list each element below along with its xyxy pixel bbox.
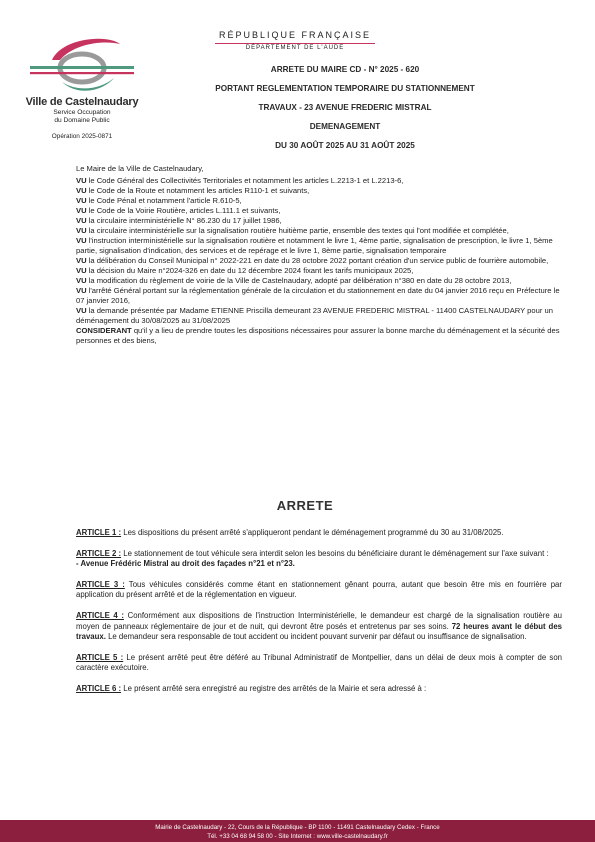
- consideration-item: [76, 326, 562, 346]
- consideration-item: [76, 226, 562, 236]
- logo-red-bar: [30, 72, 134, 74]
- footer-address: Mairie de Castelnaudary - 22, Cours de la République - BP 1100 - 11491 Castelnaudary Cedex - France: [155, 824, 440, 831]
- article-5: [76, 653, 562, 674]
- operation-number: Opération 2025-0871: [51, 133, 113, 140]
- department-heading: DÉPARTEMENT DE L'AUDE: [245, 45, 345, 51]
- logo-red-arc: [52, 39, 120, 60]
- article-1-label: ARTICLE 1 :: [76, 528, 122, 537]
- footer-contact: Tél. +33 04 68 94 58 00 - Site Internet : www.ville-castelnaudary.fr: [207, 833, 388, 840]
- article-2-text: Le stationnement de tout véhicule sera interdit selon les besoins du bénéficiaire durant le déménagement sur l'axe suivant :: [121, 548, 549, 558]
- consideration-keyword: VU: [76, 276, 87, 285]
- service-line-1: Service Occupation: [53, 109, 111, 116]
- consideration-keyword: CONSIDERANT: [76, 326, 132, 335]
- consideration-text: la délibération du Conseil Municipal n° 2022-221 en date du 28 octobre 2022 portant création d'un service public de fourrière automobile,: [86, 256, 549, 265]
- consideration-keyword: VU: [76, 186, 87, 195]
- article-2-item: - Avenue Frédéric Mistral au droit des façades n°21 et n°23.: [76, 559, 295, 569]
- article-5-text: Le présent arrêté peut être déféré au Tribunal Administratif de Montpellier, dans un délai de deux mois à compter de son caractère exécutoire.: [76, 652, 562, 673]
- consideration-text: le Code Pénal et notamment l'article R.610-5,: [86, 196, 242, 205]
- article-1-text: Les dispositions du présent arrêté s'appliqueront pendant le déménagement programmé du 30 au 31/08/2025.: [121, 528, 504, 537]
- consideration-keyword: VU: [76, 176, 87, 185]
- article-4-text-b: Le demandeur sera responsable de tout accident ou incident pouvant survenir par défaut ou insuffisance de signalisation.: [105, 632, 527, 642]
- consideration-text: la modification du règlement de voirie de la Ville de Castelnaudary, adopté par délibération n°380 en date du 28 octobre 2013,: [86, 276, 512, 285]
- consideration-text: la décision du Maire n°2024-326 en date du 12 décembre 2024 fixant les tarifs municipaux 2025,: [86, 266, 414, 275]
- consideration-keyword: VU: [76, 206, 87, 215]
- consideration-text: le Code Général des Collectivités Territoriales et notamment les articles L.2213-1 et L.2213-6,: [86, 176, 404, 185]
- city-name: Ville de Castelnaudary: [25, 96, 139, 108]
- article-3-label: ARTICLE 3 :: [76, 579, 125, 589]
- consideration-item: [76, 186, 562, 196]
- vu-list: [76, 176, 562, 346]
- article-3: [76, 580, 562, 601]
- consideration-item: [76, 176, 562, 186]
- arrete-heading: ARRETE: [276, 498, 334, 513]
- consideration-keyword: VU: [76, 226, 87, 235]
- consideration-text: la circulaire interministérielle N° 86.230 du 17 juillet 1986,: [86, 216, 282, 225]
- decree-number: ARRETE DU MAIRE CD - N° 2025 - 620: [270, 65, 420, 74]
- service-name: [18, 109, 146, 124]
- article-3-text: Tous véhicules considérés comme étant en stationnement gênant pourra, autant que besoin être mis en fourrière par application du présent arrêté et de la réglementation en vigueur.: [76, 579, 562, 600]
- consideration-item: [76, 196, 562, 206]
- decree-subject: PORTANT REGLEMENTATION TEMPORAIRE DU STATIONNEMENT: [215, 84, 475, 93]
- article-4-label: ARTICLE 4 :: [76, 610, 124, 620]
- service-line-2: du Domaine Public: [54, 116, 110, 124]
- decree-nature: DEMENAGEMENT: [309, 122, 381, 131]
- article-2: [76, 549, 562, 570]
- header-divider: [215, 43, 375, 44]
- article-2-label: ARTICLE 2 :: [76, 548, 122, 558]
- article-4-deadline: 72 heures avant le début des travaux.: [76, 621, 562, 642]
- consideration-keyword: VU: [76, 266, 87, 275]
- consideration-item: [76, 256, 562, 266]
- consideration-keyword: VU: [76, 216, 87, 225]
- republic-heading: RÉPUBLIQUE FRANÇAISE: [218, 30, 372, 40]
- consideration-item: [76, 206, 562, 216]
- consideration-text: qu'il y a lieu de prendre toutes les dispositions nécessaires pour assurer la bonne marche du déménagement et la sécurité des personnes et des biens,: [76, 326, 560, 345]
- consideration-text: la circulaire interministérielle sur la signalisation routière huitième partie, ensemble des textes qui l'ont modifiée et complétée,: [86, 226, 509, 235]
- article-6-label: ARTICLE 6 :: [76, 683, 122, 693]
- consideration-item: [76, 236, 562, 256]
- considerations: [76, 164, 562, 346]
- city-logo: [22, 30, 142, 100]
- consideration-item: [76, 276, 562, 286]
- article-4: [76, 611, 562, 643]
- consideration-keyword: VU: [76, 256, 87, 265]
- mayor-intro: Le Maire de la Ville de Castelnaudary,: [76, 164, 204, 173]
- article-4-text-a: Conformément aux dispositions de l'instruction Interministérielle, le demandeur est chargé de la signalisation routière au moyen de panneaux réglementaire de jour et de nuit, qui devront être posés et entretenus par ses soins.: [76, 610, 562, 631]
- article-6-text: Le présent arrêté sera enregistré au registre des arrêtés de la Mairie et sera adressé à :: [121, 683, 427, 693]
- consideration-text: le Code de la Voirie Routière, articles L.111.1 et suivants,: [86, 206, 281, 215]
- consideration-keyword: VU: [76, 286, 87, 295]
- article-1: [76, 528, 562, 539]
- article-6: [76, 684, 562, 695]
- consideration-text: la demande présentée par Madame ETIENNE Priscilla demeurant 23 AVENUE FREDERIC MISTRAL - 11400 CASTELNAUDARY pour un déménagement du 30/08/2025 au 31/08/2025: [76, 306, 553, 325]
- consideration-keyword: VU: [76, 306, 87, 315]
- consideration-keyword: VU: [76, 236, 87, 245]
- consideration-text: le Code de la Route et notamment les articles R110-1 et suivants,: [86, 186, 310, 195]
- consideration-item: [76, 266, 562, 276]
- article-5-label: ARTICLE 5 :: [76, 652, 124, 662]
- logo-green-bar: [30, 66, 134, 69]
- consideration-item: [76, 216, 562, 226]
- articles: [76, 528, 562, 705]
- consideration-item: [76, 286, 562, 306]
- consideration-item: [76, 306, 562, 326]
- decree-titles: [150, 64, 540, 159]
- consideration-text: l'arrêté Général portant sur la réglementation générale de la circulation et du stationnement en date du 04 janvier 2016 reçu en Préfecture le 07 janvier 2016,: [76, 286, 560, 305]
- consideration-text: l'instruction interministérielle sur la signalisation routière et notamment le livre 1, 4ème partie, signalisation de prescription, le livre 1, 5ème partie, signalisation d'indication, des services et de repérage et le livre 1, 8ème partie, signalisation temporaire: [76, 236, 553, 255]
- decree-location: TRAVAUX - 23 AVENUE FREDERIC MISTRAL: [258, 103, 432, 112]
- consideration-keyword: VU: [76, 196, 87, 205]
- decree-dates: DU 30 AOÛT 2025 AU 31 AOÛT 2025: [275, 141, 415, 150]
